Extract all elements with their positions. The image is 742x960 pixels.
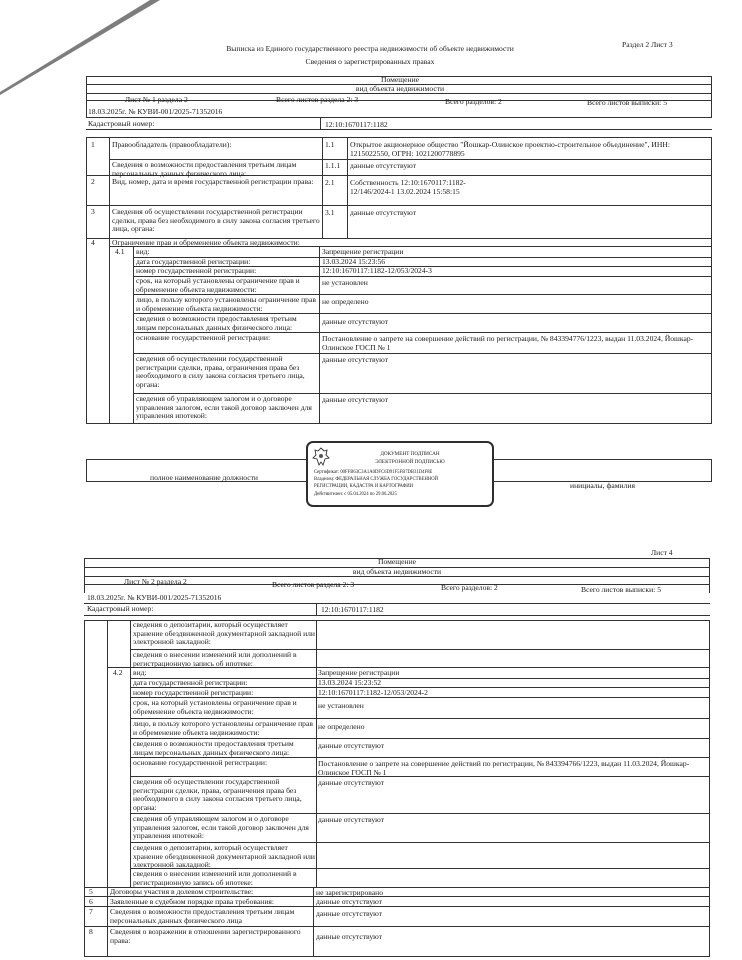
enc-label: сведения об осуществлении государственной регистрации сделки, права, ограничения права без необходимого в силу закона согласия третьего лица, органа: xyxy=(133,777,302,812)
electronic-signature-stamp xyxy=(306,441,494,507)
total-section-sheets: Всего листов раздела 2: 3 xyxy=(276,95,359,104)
enc-value: не установлен xyxy=(318,701,364,710)
row-num: 8 xyxy=(89,927,93,936)
enc-value: данные отсутствуют xyxy=(318,778,385,787)
enc-label: дата государственной регистрации: xyxy=(136,257,251,266)
enc-value: не установлен xyxy=(322,278,368,287)
enc-label: срок, на который установлены ограничение прав и обременение объекта недвижимости: xyxy=(133,698,297,716)
row-label: Сведения об осуществлении государственной регистрации сделки, права без необходимого в силу закона согласия третьего лица, органа: xyxy=(112,207,320,234)
enc-value: Постановление о запрете на совершение действий по регистрации, № 843394766/1223, выдан 11.03.2024, Йошкар-Олинское ГОСП № 1 xyxy=(318,759,690,777)
total-sections: Всего разделов: 2 xyxy=(441,583,498,592)
row-value: данные отсутствуют xyxy=(350,161,417,170)
total-extract-sheets: Всего листов выписки: 5 xyxy=(587,98,667,107)
object-type: Помещение xyxy=(380,75,420,84)
row-num: 4 xyxy=(91,238,95,247)
row-num: 6 xyxy=(89,897,93,906)
row-value: Открытое акционерное общество "Йошкар-Олинское проектно-строительное объединение", ИНН: 1215022550, ОГРН: 1021200778895 xyxy=(350,140,670,158)
coat-of-arms-icon xyxy=(312,447,330,467)
enc-label: вид: xyxy=(133,668,147,677)
sheet-label: Лист 4 xyxy=(651,548,673,557)
row-value: Собственность 12:10:1670117:1182-12/146/2024-1 13.02.2024 15:58:15 xyxy=(350,178,466,196)
row-sub: 2.1 xyxy=(325,178,335,187)
stamp-line: Действителен: с 05.04.2024 по 29.06.2025 xyxy=(314,492,397,497)
enc-value: данные отсутствуют xyxy=(322,317,389,326)
row-label: Вид, номер, дата и время государственной регистрации права: xyxy=(112,177,314,186)
cont-label: сведения о внесении изменений или дополнений в регистрационную запись об ипотеке: xyxy=(133,650,297,668)
object-kind-label: вид объекта недвижимости xyxy=(355,84,445,93)
enc-label: сведения о возможности предоставления третьим лицам персональных данных физического лица: xyxy=(136,314,297,332)
row-num: 5 xyxy=(89,887,93,896)
row-num: 1 xyxy=(91,140,95,149)
enc-label: лицо, в пользу которого установлены ограничение прав и обременение объекта недвижимости: xyxy=(133,719,313,737)
enc-label: основание государственной регистрации: xyxy=(136,333,271,342)
enc-label: сведения о возможности предоставления третьим лицам персональных данных физического лица: xyxy=(133,739,294,757)
enc-value: данные отсутствуют xyxy=(318,741,385,750)
row-value: данные отсутствуют xyxy=(350,208,417,217)
enc-value: данные отсутствуют xyxy=(322,355,389,364)
sign-name-label: инициалы, фамилия xyxy=(570,481,635,490)
row-label: Договоры участия в долевом строительстве: xyxy=(110,887,254,896)
sheet-of-section: Лист № 1 раздела 2 xyxy=(125,95,188,104)
enc-value: 12:10:1670117:1182-12/053/2024-2 xyxy=(318,688,428,697)
cadastral-label: Кадастровый номер: xyxy=(87,604,154,613)
row-value: данные отсутствуют xyxy=(316,897,383,906)
enc-value: Запрещение регистрации xyxy=(318,668,400,677)
doc-subtitle: Сведения о зарегистрированных правах xyxy=(305,57,435,66)
total-extract-sheets: Всего листов выписки: 5 xyxy=(581,585,661,594)
enc-value: Постановление о запрете на совершение действий по регистрации, № 843394776/1223, выдан 11.03.2024, Йошкар-Олинское ГОСП № 1 xyxy=(322,334,694,352)
enc-num: 4.1 xyxy=(115,247,125,256)
enc-label: срок, на который установлены ограничение прав и обременение объекта недвижимости: xyxy=(136,276,300,294)
sign-position-label: полное наименование должности xyxy=(150,473,258,482)
row-value: данные отсутствуют xyxy=(316,932,383,941)
enc-label: номер государственной регистрации: xyxy=(136,266,257,275)
row-sub: 1.1 xyxy=(325,140,335,149)
row-value: данные отсутствуют xyxy=(316,909,383,918)
enc-label: сведения об осуществлении государственной регистрации сделки, права, ограничения права без необходимого в силу закона согласия третьего лица, органа: xyxy=(136,354,305,389)
total-section-sheets: Всего листов раздела 2: 3 xyxy=(272,580,355,589)
stamp-line: ДОКУМЕНТ ПОДПИСАН xyxy=(380,451,440,457)
enc-value: 13.03.2024 15:23:52 xyxy=(318,678,382,687)
object-kind-label: вид объекта недвижимости xyxy=(352,567,442,576)
enc-label: сведения об управляющем залогом и о договоре управления залогом, если такой договор заключен для управления ипотекой: xyxy=(133,814,309,841)
enc-label: сведения о депозитарии, который осуществляет хранение обездвиженной документарной закладной или электронной закладной: xyxy=(133,843,316,870)
enc-label: сведения о внесении изменений или дополнений в регистрационную запись об ипотеке: xyxy=(133,869,297,887)
enc-value: Запрещение регистрации xyxy=(322,247,404,256)
cont-label: сведения о депозитарии, который осуществляет хранение обездвиженной документарной закладной или электронной закладной: xyxy=(133,620,316,647)
enc-label: вид: xyxy=(136,247,150,256)
date-number: 18.03.2025г. № КУВИ-001/2025-71352016 xyxy=(87,593,222,602)
row-num: 2 xyxy=(91,177,95,186)
object-type: Помещение xyxy=(377,557,417,566)
row-value: не зарегистрировано xyxy=(316,888,384,897)
doc-title: Выписка из Единого государственного реестра недвижимости об объекте недвижимости xyxy=(226,44,514,53)
stamp-line: ЭЛЕКТРОННОЙ ПОДПИСЬЮ xyxy=(375,459,445,465)
total-sections: Всего разделов: 2 xyxy=(445,97,502,106)
cadastral-value: 12:10:1670117:1182 xyxy=(325,120,388,129)
enc-value: 13.03.2024 15:23:56 xyxy=(322,257,386,266)
row-label: Заявленные в судебном порядке права требования: xyxy=(110,897,274,906)
enc-value: не определено xyxy=(318,722,365,731)
folded-corner-inner xyxy=(0,0,150,92)
enc-num: 4.2 xyxy=(113,668,123,677)
date-number: 18.03.2025г. № КУВИ-001/2025-71352016 xyxy=(88,107,223,116)
enc-value: данные отсутствуют xyxy=(322,395,389,404)
enc-label: сведения об управляющем залогом и о договоре управления залогом, если такой договор заключен для управления ипотекой: xyxy=(136,394,312,421)
row-num: 3 xyxy=(91,207,95,216)
enc-value: не определено xyxy=(322,297,369,306)
row-label: Сведения о возражении в отношении зарегистрированного права: xyxy=(110,927,301,945)
row-sub: 3.1 xyxy=(325,208,335,217)
sheet-of-section: Лист № 2 раздела 2 xyxy=(124,577,187,586)
row-label: Сведения о возможности предоставления третьим лицам персональных данных физического лица: xyxy=(112,160,297,178)
enc-label: дата государственной регистрации: xyxy=(133,678,248,687)
row-label: Правообладатель (правообладатели): xyxy=(112,140,232,149)
cadastral-label: Кадастровый номер: xyxy=(88,119,155,128)
stamp-line: Владелец: ФЕДЕРАЛЬНАЯ СЛУЖБА ГОСУДАРСТВЕННОЙ xyxy=(314,477,438,482)
row-label: Сведения о возможности предоставления третьим лицам персональных данных физического лица xyxy=(110,907,295,925)
section-sheet-label: Раздел 2 Лист 3 xyxy=(622,40,673,49)
row-num: 7 xyxy=(89,907,93,916)
stamp-line: РЕГИСТРАЦИИ, КАДАСТРА И КАРТОГРАФИИ xyxy=(314,484,414,489)
row-sub: 1.1.1 xyxy=(325,161,341,170)
stamp-line: Сертификат: 00FFB63C3A1A0DFC6D91F5FB7DB31D4F8E xyxy=(314,470,433,475)
enc-value: 12:10:1670117:1182-12/053/2024-3 xyxy=(322,266,432,275)
enc-value: данные отсутствуют xyxy=(318,815,385,824)
enc-label: лицо, в пользу которого установлены ограничение прав и обременение объекта недвижимости: xyxy=(136,295,316,313)
row-label: Ограничение прав и обременение объекта недвижимости: xyxy=(112,238,300,247)
enc-label: основание государственной регистрации: xyxy=(133,758,268,767)
enc-label: номер государственной регистрации: xyxy=(133,688,254,697)
cadastral-value: 12:10:1670117:1182 xyxy=(321,605,384,614)
